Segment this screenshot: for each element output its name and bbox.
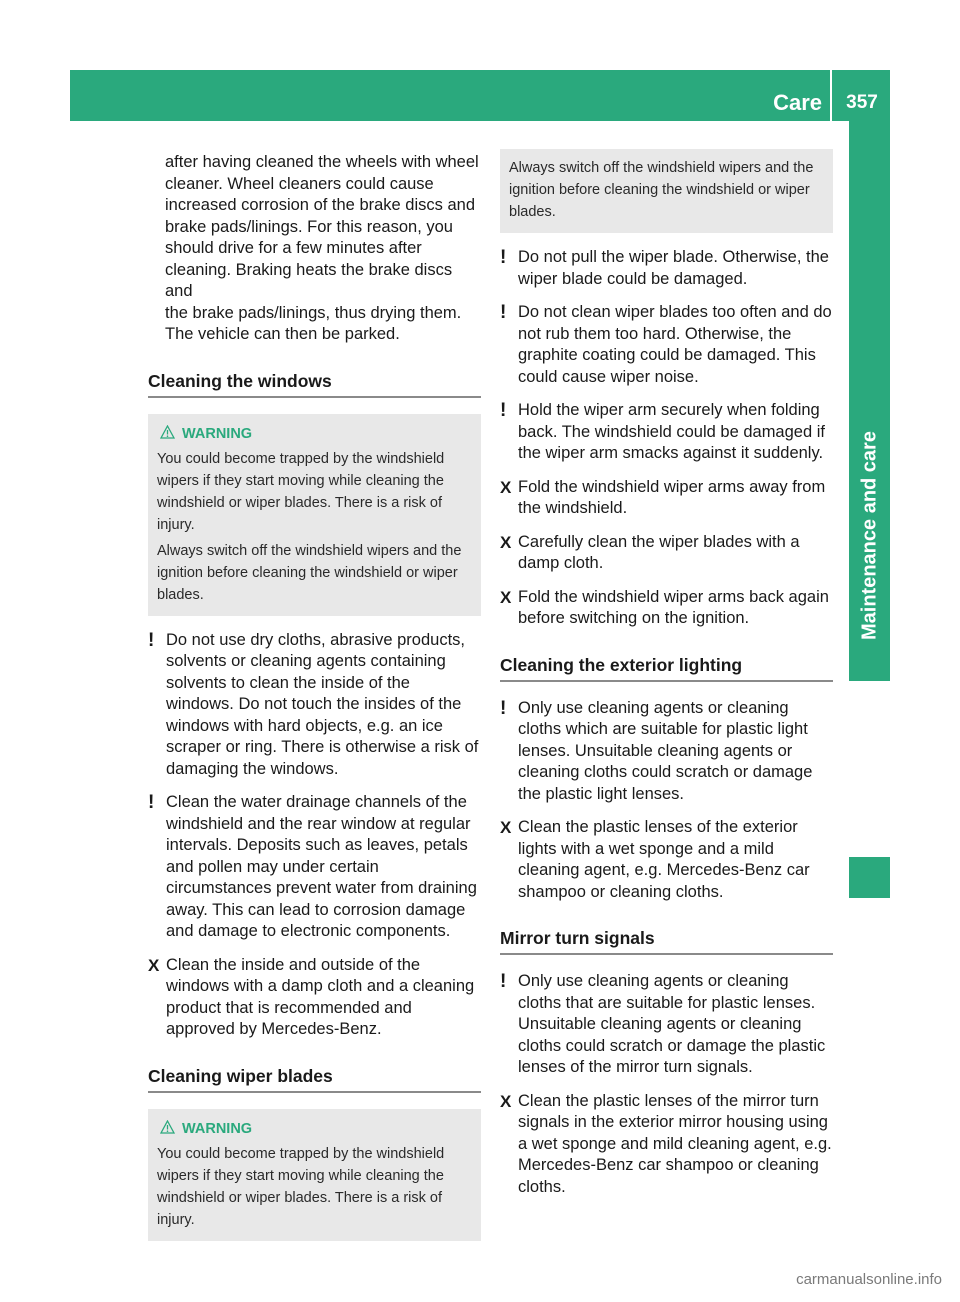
note-item (500, 971, 833, 1079)
warning-title (157, 424, 473, 444)
note-icon: ! (500, 400, 507, 421)
note-item (500, 400, 833, 465)
step-icon: X (500, 532, 512, 552)
warning-text: Always switch off the windshield wipers and the ignition before cleaning the windshield or wiper blades. (157, 542, 462, 603)
note-icon: ! (500, 247, 507, 268)
note-item (500, 698, 833, 806)
heading-mirror-turn-signals: Mirror turn signals (500, 927, 833, 955)
heading-cleaning-windows: Cleaning the windows (148, 370, 481, 398)
step-icon: X (148, 955, 160, 975)
text-line: cleaning. Braking heats the brake discs and (165, 260, 453, 300)
text-line: after having cleaned the wheels with wheel (165, 153, 479, 171)
step-item (500, 587, 833, 630)
text-line: the brake pads/linings, thus drying them. (165, 303, 462, 322)
step-item (148, 955, 481, 1041)
warning-title-text: WARNING (182, 425, 253, 442)
note-text: Hold the wiper arm securely when folding back. The windshield could be damaged if the wiper arm smacks against it suddenly. (518, 401, 825, 462)
watermark: carmanualsonline.info (796, 1271, 942, 1288)
step-item (500, 477, 833, 520)
text-line: increased corrosion of the brake discs and (165, 196, 476, 214)
step-text: Carefully clean the wiper blades with a damp cloth. (518, 532, 800, 572)
intro-paragraph (148, 152, 481, 346)
note-text: Only use cleaning agents or cleaning cloths which are suitable for plastic light lenses. Unsuitable cleaning agents or cleaning cloths could scratch or damage the plastic light lenses. (518, 698, 813, 803)
warning-title-text: WARNING (182, 1120, 253, 1137)
warning-text: You could become trapped by the windshield wipers if they start moving while cleaning the windshield or wiper blades. There is a risk of injury. (157, 450, 445, 533)
right-column (500, 152, 833, 1210)
warning-box-continued (500, 149, 833, 233)
note-text: Do not clean wiper blades too often and do not rub them too hard. Otherwise, the graphite coating could be damaged. This could cause wiper noise. (518, 303, 832, 386)
warning-triangle-icon (160, 425, 175, 439)
note-text: Do not use dry cloths, abrasive products, solvents or cleaning agents containing solvents to clean the inside of the windows. Do not touch the insides of the windows with hard objects, e.g. an ice scraper or ring. There is otherwise a risk of damaging the windows. (166, 630, 479, 778)
warning-box (148, 414, 481, 616)
step-item (500, 817, 833, 903)
note-text: Clean the water drainage channels of the windshield and the rear window at regular intervals. Deposits such as leaves, petals and pollen may under certain circumstances prevent water from draining away. This can lead to corrosion damage and damage to electronic components. (166, 793, 477, 940)
warning-text: You could become trapped by the windshield wipers if they start moving while cleaning the windshield or wiper blades. There is a risk of injury. (157, 1145, 445, 1228)
note-text: Do not pull the wiper blade. Otherwise, the wiper blade could be damaged. (518, 248, 829, 288)
text-line: should drive for a few minutes after (165, 239, 422, 257)
header-divider (830, 70, 832, 121)
note-icon: ! (148, 629, 155, 651)
warning-box (148, 1109, 481, 1241)
text-line: brake pads/linings. For this reason, you (165, 217, 453, 236)
step-text: Clean the plastic lenses of the exterior lights with a wet sponge and a mild cleaning agent, e.g. Mercedes-Benz car shampoo or cleaning cloths. (518, 818, 810, 901)
chapter-tab (849, 121, 890, 681)
step-item (500, 532, 833, 575)
step-icon: X (500, 587, 512, 607)
step-icon: X (500, 818, 512, 837)
step-icon: X (500, 1091, 512, 1111)
warning-text: Always switch off the windshield wipers and the ignition before cleaning the windshield or wiper blades. (509, 160, 814, 220)
note-text: Only use cleaning agents or cleaning cloths that are suitable for plastic lenses. Unsuitable cleaning agents or cleaning cloths could scratch or damage the plastic lenses of the mirror turn signals. (518, 972, 826, 1076)
step-icon: X (500, 477, 512, 497)
text-line: cleaner. Wheel cleaners could cause (165, 174, 434, 193)
step-text: Fold the windshield wiper arms away from the windshield. (518, 477, 826, 517)
chapter-marker (849, 857, 890, 898)
note-icon: ! (500, 697, 507, 719)
heading-cleaning-wiper-blades: Cleaning wiper blades (148, 1065, 481, 1093)
left-column (148, 152, 481, 1255)
page-number: 357 (846, 92, 878, 113)
text-line: The vehicle can then be parked. (165, 325, 400, 343)
chapter-tab-label: Maintenance and care (858, 431, 880, 640)
page-header (70, 70, 890, 121)
heading-cleaning-exterior-lighting: Cleaning the exterior lighting (500, 654, 833, 682)
step-item (500, 1091, 833, 1199)
note-icon: ! (148, 792, 155, 813)
warning-title (157, 1119, 473, 1139)
section-title: Care (773, 90, 822, 115)
step-text: Clean the inside and outside of the windows with a damp cloth and a cleaning product that is recommended and approved by Mercedes-Benz. (166, 955, 475, 1038)
step-text: Fold the windshield wiper arms back again before switching on the ignition. (518, 587, 829, 627)
note-item (500, 302, 833, 388)
note-item (148, 792, 481, 943)
note-icon: ! (500, 302, 507, 323)
step-text: Clean the plastic lenses of the mirror turn signals in the exterior mirror housing using a wet sponge and mild cleaning agent, e.g. Mercedes-Benz car shampoo or cleaning cloths. (518, 1091, 832, 1196)
warning-triangle-icon (160, 1120, 175, 1134)
note-item (500, 247, 833, 290)
note-icon: ! (500, 971, 507, 992)
note-item (148, 630, 481, 781)
